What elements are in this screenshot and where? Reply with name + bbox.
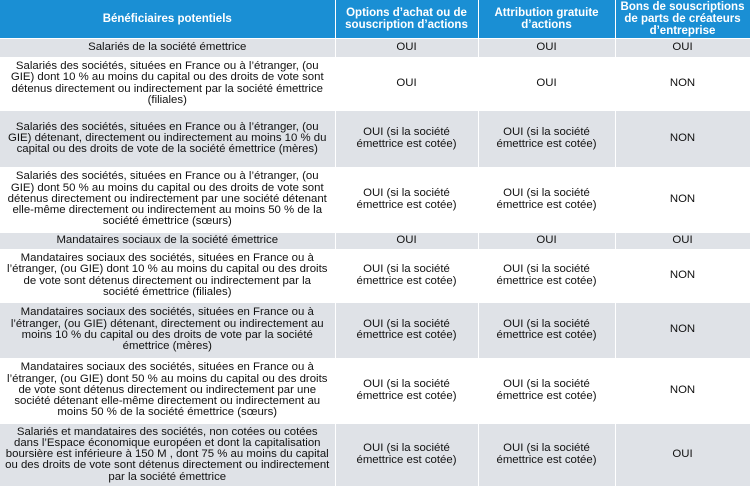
free-shares-cell: OUI (si la société émettrice est cotée) [478,358,615,424]
table-row [0,39,750,57]
bspce-cell: NON [615,303,750,358]
header-stock-options: Options d’achat ou de souscription d’actions [335,0,478,39]
free-shares-cell: OUI (si la société émettrice est cotée) [478,111,615,167]
beneficiary-cell: Salariés des sociétés, situées en France ou à l’étranger, (ou GIE) dont 10 % au moins du capital ou des droits de vote sont détenus directement ou indirectement par la société émettrice (filiales) [0,57,335,111]
table-row [0,57,750,111]
table-row [0,249,750,303]
bspce-cell: OUI [615,424,750,486]
free-shares-cell: OUI (si la société émettrice est cotée) [478,424,615,486]
bspce-cell: OUI [615,233,750,249]
free-shares-cell: OUI (si la société émettrice est cotée) [478,249,615,303]
table-row [0,303,750,358]
beneficiary-cell: Salariés et mandataires des sociétés, non cotées ou cotées dans l’Espace économique européen et dont la capitalisation boursière est inférieure à 150 M , dont 75 % au moins du capital ou des droits de vote sont détenus directement ou indirectement par la société émettrice [0,424,335,486]
stock-options-cell: OUI [335,57,478,111]
bspce-cell: NON [615,57,750,111]
stock-options-cell: OUI (si la société émettrice est cotée) [335,358,478,424]
free-shares-cell: OUI [478,39,615,57]
table-row [0,424,750,486]
free-shares-cell: OUI [478,233,615,249]
stock-options-cell: OUI [335,233,478,249]
table-row [0,358,750,424]
header-row [0,0,750,39]
beneficiary-cell: Mandataires sociaux des sociétés, situées en France ou à l’étranger, (ou GIE) dont 50 % au moins du capital ou des droits de vote sont détenus directement ou indirectement par une société détenant elle-même directement ou indirectement au moins 50 % de la société émettrice (sœurs) [0,358,335,424]
beneficiary-cell: Salariés des sociétés, situées en France ou à l’étranger, (ou GIE) détenant, directement ou indirectement au moins 10 % du capital ou des droits de vote de la société émettrice (mères) [0,111,335,167]
free-shares-cell: OUI (si la société émettrice est cotée) [478,167,615,233]
stock-options-cell: OUI (si la société émettrice est cotée) [335,111,478,167]
free-shares-cell: OUI (si la société émettrice est cotée) [478,303,615,358]
beneficiary-cell: Salariés de la société émettrice [0,39,335,57]
bspce-cell: NON [615,358,750,424]
bspce-cell: NON [615,249,750,303]
stock-options-cell: OUI [335,39,478,57]
stock-options-cell: OUI (si la société émettrice est cotée) [335,249,478,303]
beneficiary-cell: Salariés des sociétés, situées en France ou à l’étranger, (ou GIE) dont 50 % au moins du capital ou des droits de vote sont détenus directement ou indirectement par une société détenant elle-même directement ou indirectement au moins 50 % de la société émettrice (sœurs) [0,167,335,233]
bspce-cell: NON [615,167,750,233]
table-row [0,111,750,167]
stock-options-cell: OUI (si la société émettrice est cotée) [335,167,478,233]
bspce-cell: NON [615,111,750,167]
stock-options-cell: OUI (si la société émettrice est cotée) [335,424,478,486]
beneficiary-cell: Mandataires sociaux des sociétés, situées en France ou à l’étranger, (ou GIE) détenant, directement ou indirectement au moins 10 % du capital ou des droits de vote par la société émettrice (mères) [0,303,335,358]
bspce-cell: OUI [615,39,750,57]
header-bspce: Bons de souscriptions de parts de créateurs d’entreprise [615,0,750,39]
header-beneficiaries: Bénéficiaires potentiels [0,0,335,39]
free-shares-cell: OUI [478,57,615,111]
table-row [0,233,750,249]
stock-options-cell: OUI (si la société émettrice est cotée) [335,303,478,358]
beneficiary-cell: Mandataires sociaux des sociétés, situées en France ou à l’étranger, (ou GIE) dont 10 % au moins du capital ou des droits de vote sont détenus directement ou indirectement par la société émettrice (filiales) [0,249,335,303]
beneficiary-cell: Mandataires sociaux de la société émettrice [0,233,335,249]
table-row [0,167,750,233]
header-free-shares: Attribution gratuite d’actions [478,0,615,39]
